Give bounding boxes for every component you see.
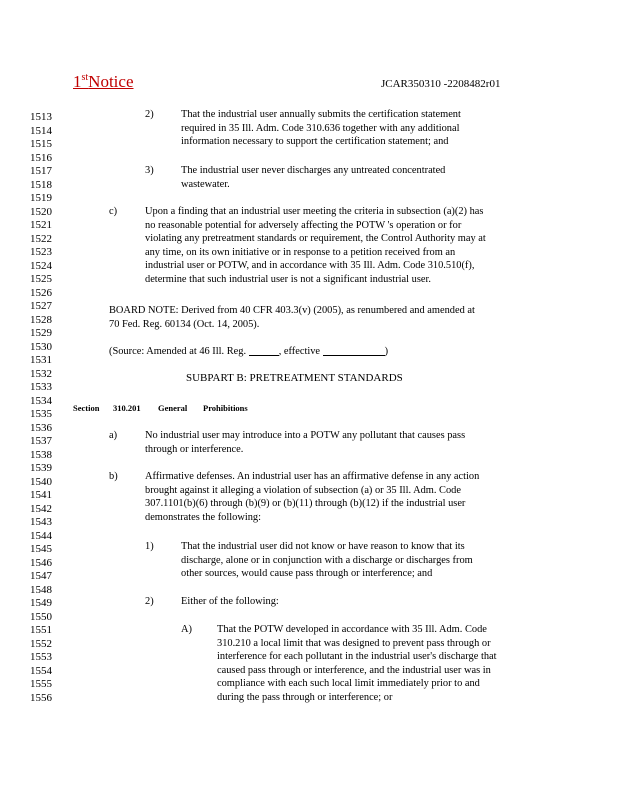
- paragraph-item-a: No industrial user may introduce into a POTW any pollutant that causes pass through or interference.: [145, 430, 466, 455]
- line-number: 1529: [30, 327, 52, 339]
- line-number: 1547: [30, 570, 52, 582]
- line-number: 1541: [30, 489, 52, 501]
- source-note: (Source: Amended at 46 Ill. Reg. , effective ): [109, 346, 389, 357]
- line-number: 1528: [30, 313, 52, 326]
- line-number: 1532: [30, 367, 52, 380]
- line-number: 1549: [30, 597, 52, 609]
- section-title: General: [158, 403, 188, 413]
- line-number: 1542: [30, 502, 52, 515]
- line-number: 1523: [30, 246, 52, 258]
- line-number: 1550: [30, 610, 52, 623]
- board-note: BOARD NOTE: Derived from 40 CFR 403.3(v) (2005), as renumbered and amended at 70 Fed. Reg. 60134 (Oct. 14, 2005).: [109, 305, 475, 330]
- line-number: 1544: [30, 529, 52, 542]
- paragraph-item-b2: Either of the following:: [181, 596, 279, 607]
- line-number: 1556: [30, 691, 52, 704]
- line-number: 1539: [30, 462, 52, 474]
- line-number: 1518: [30, 178, 52, 191]
- line-number: 1525: [30, 273, 52, 285]
- item-label: A): [181, 624, 192, 635]
- line-number: 1552: [30, 637, 52, 650]
- subpart-heading: SUBPART B: PRETREATMENT STANDARDS: [186, 372, 403, 384]
- line-number: 1517: [30, 165, 52, 177]
- line-number: 1546: [30, 556, 52, 569]
- line-number: 1551: [30, 624, 52, 636]
- line-numbers: [30, 111, 70, 705]
- document-code: JCAR350310 -2208482r01: [381, 78, 501, 90]
- paragraph-item-c: Upon a finding that an industrial user meeting the criteria in subsection (a)(2) has no reasonable potential for adversely affecting the POTW 's operation or for violating any pretreatment standards or requirement, the Control Authority may at any time, on its own initiative or in response to a petition received from an industrial user or POTW, and in accordance with 35 Ill. Adm. Code 310.510(f), determine that such industrial user is not a significant industrial user.: [145, 206, 486, 285]
- paragraph-item3: The industrial user never discharges any untreated concentrated wastewater.: [181, 165, 446, 190]
- section-title: Prohibitions: [203, 403, 248, 413]
- line-number: 1513: [30, 111, 52, 123]
- line-number: 1533: [30, 381, 52, 393]
- item-label: 3): [145, 165, 154, 176]
- line-number: 1522: [30, 232, 52, 245]
- item-label: a): [109, 430, 118, 441]
- section-number: 310.201: [113, 403, 141, 413]
- line-number: 1531: [30, 354, 52, 366]
- line-number: 1543: [30, 516, 52, 528]
- line-number: 1545: [30, 543, 52, 555]
- item-label: c): [109, 206, 118, 217]
- paragraph-item2: That the industrial user annually submits the certification statement required in 35 Ill. Adm. Code 310.636 together with any additional information necessary to support the certification statement; and: [181, 109, 461, 147]
- paragraph-item-A: That the POTW developed in accordance with 35 Ill. Adm. Code 310.210 a local limit that was designed to prevent pass through or interference for each pollutant in the industrial user's discharge that caused pass through or interference, and the industrial user was in compliance with each such local limit immediately prior to and during the pass through or interference; or: [217, 624, 497, 703]
- line-number: 1548: [30, 583, 52, 596]
- line-number: 1553: [30, 651, 52, 663]
- line-number: 1524: [30, 259, 52, 272]
- line-number: 1534: [30, 394, 52, 407]
- line-number: 1540: [30, 475, 52, 488]
- item-label: 1): [145, 541, 154, 552]
- line-number: 1537: [30, 435, 52, 447]
- section-label: Section: [73, 403, 100, 413]
- line-number: 1554: [30, 664, 52, 677]
- line-number: 1535: [30, 408, 52, 420]
- line-number: 1520: [30, 205, 52, 218]
- line-number: 1514: [30, 124, 52, 137]
- line-number: 1526: [30, 286, 52, 299]
- line-number: 1519: [30, 192, 52, 204]
- line-number: 1515: [30, 138, 52, 150]
- paragraph-item-b1: That the industrial user did not know or have reason to know that its discharge, alone or in conjunction with a discharge or discharges from other sources, would cause pass through or interference; and: [181, 541, 473, 579]
- item-label: b): [109, 471, 118, 482]
- line-number: 1516: [30, 151, 52, 164]
- paragraph-item-b: Affirmative defenses. An industrial user has an affirmative defense in any action brought against it alleging a violation of subsection (a) or 35 Ill. Adm. Code 307.1101(b)(6) through (b)(9) or (b)(11) through (b)(12) if the industrial user demonstrates the following:: [145, 471, 480, 523]
- line-number: 1527: [30, 300, 52, 312]
- line-number: 1538: [30, 448, 52, 461]
- line-number: 1521: [30, 219, 52, 231]
- line-number: 1555: [30, 678, 52, 690]
- notice-heading: 1stNotice: [73, 72, 134, 91]
- item-label: 2): [145, 596, 154, 607]
- line-number: 1536: [30, 421, 52, 434]
- item-label: 2): [145, 109, 154, 120]
- line-number: 1530: [30, 340, 52, 353]
